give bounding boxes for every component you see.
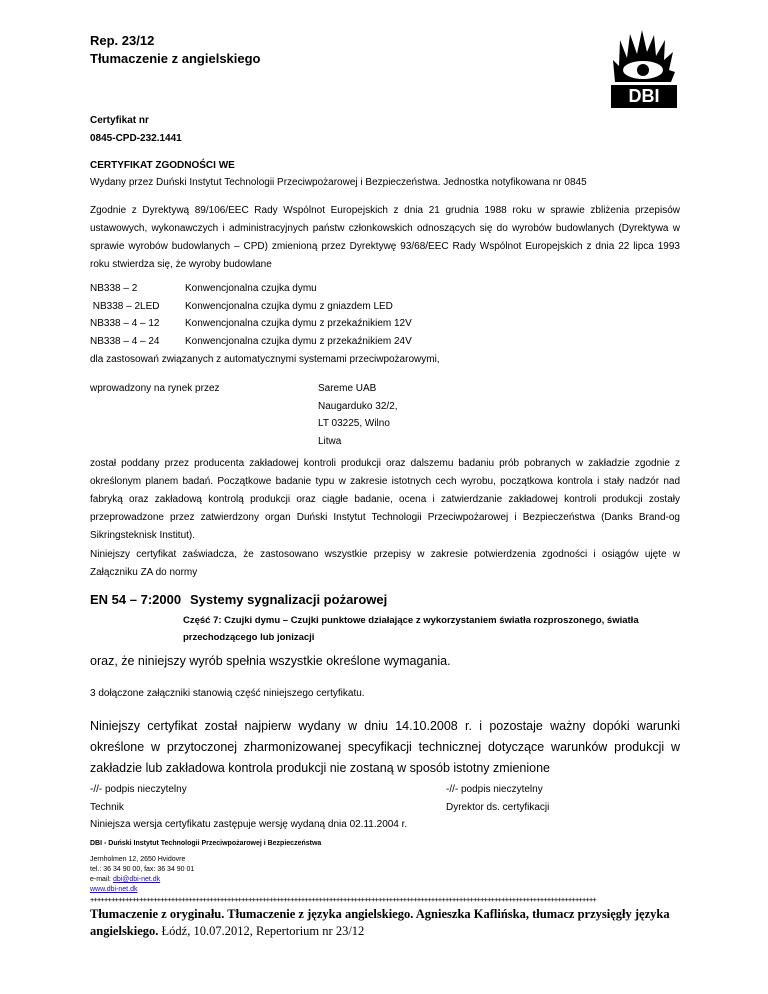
- confirmation-paragraph: Niniejszy certyfikat zaświadcza, że zastosowano wszystkie przepisy w zakresie potwierdzenia zgodności i osiągów ujęte w Załączniku ZA do normy: [90, 549, 680, 578]
- separator-line: ++++++++++++++++++++++++++++++++++++++++++++++++++++++++++++++++++++++++++++++++++++++++++++++++++++++++++++++++++++++++++++++++++++++++++++++++: [90, 896, 597, 904]
- translation-subtitle: Tłumaczenie z angielskiego: [90, 51, 261, 66]
- ce-title: CERTYFIKAT ZGODNOŚCI WE: [90, 160, 235, 171]
- manufacturer-address: [318, 380, 398, 450]
- product-code: NB338 – 2LED: [90, 300, 160, 312]
- product-description: Konwencjonalna czujka dymu: [185, 283, 317, 294]
- translation-note-place-date: Łódź, 10.07.2012, Repertorium nr 23/12: [158, 924, 365, 938]
- control-paragraph: został poddany przez producenta zakładowej kontroli produkcji oraz dalszemu badaniu prób pobranych w zakładzie zgodnie z określonym planem badań. Początkowe badanie typu w zakresie istotnych cech wyrobu, początkowa kontrola i stały nadzór nad fabryką oraz zakładową kontrolą produkcji oraz ciągłe badanie, ocena i zatwierdzanie zakładowej kontroli produkcji zostały przeprowadzone przez zatwierdzony organ Duński Instytut Technologii Przeciwpożarowej i Bezpieczeństwa (Danks Brand-og Sikringsteknisk Institut).: [90, 458, 680, 541]
- product-code: NB338 – 4 – 24: [90, 335, 160, 347]
- usage-text: dla zastosowań związanych z automatycznymi systemami przeciwpożarowymi,: [90, 354, 440, 365]
- market-label: wprowadzony na rynek przez: [90, 383, 220, 394]
- address-line: LT 03225, Wilno: [318, 418, 390, 429]
- product-code: NB338 – 4 – 12: [90, 318, 160, 329]
- product-row: [90, 283, 570, 301]
- address-line: Litwa: [318, 435, 342, 447]
- address-line: Sareme UAB: [318, 383, 377, 394]
- product-description: Konwencjonalna czujka dymu z przekaźnikiem 12V: [185, 318, 412, 329]
- footer-email-line: [90, 875, 160, 886]
- email-label: e-mail:: [90, 876, 113, 883]
- standard-title: Systemy sygnalizacji pożarowej: [190, 592, 388, 607]
- product-list: [90, 283, 570, 353]
- product-row: [90, 301, 570, 319]
- certificate-number: 0845-CPD-232.1441: [90, 133, 182, 144]
- standard-part: Część 7: Czujki dymu – Czujki punktowe działające z wykorzystaniem światła rozproszonego, światła przechodzącego lub jonizacji: [183, 615, 639, 643]
- validity-paragraph: Niniejszy certyfikat został najpierw wydany w dniu 14.10.2008 r. i pozostaje ważny dopóki warunki określone w przytoczonej zharmonizowanej specyfikacji technicznej dotyczące warunków produkcji w zakładzie lub zakładowa kontrola produkcji nie zostaną w sposób istotny zmienione: [90, 719, 680, 775]
- product-row: [90, 318, 570, 336]
- issued-by: Wydany przez Duński Instytut Technologii Przeciwpożarowej i Bezpieczeństwa. Jednostka notyfikowana nr 0845: [90, 177, 587, 188]
- annexes-text: 3 dołączone załączniki stanowią część niniejszego certyfikatu.: [90, 688, 365, 699]
- requirements-text: oraz, że niniejszy wyrób spełnia wszystkie określone wymagania.: [90, 654, 451, 668]
- product-description: Konwencjonalna czujka dymu z przekaźnikiem 24V: [185, 335, 412, 347]
- footer-address: Jernholmen 12, 2650 Hvidovre: [90, 856, 186, 863]
- product-code: NB338 – 2: [90, 283, 138, 294]
- address-line: Naugarduko 32/2,: [318, 400, 398, 412]
- right-signature: -//- podpis nieczytelny: [446, 784, 543, 795]
- footer-org: DBI - Duński Instytut Technologii Przeciwpożarowej i Bezpieczeństwa: [90, 840, 322, 847]
- footer-phone: tel.: 36 34 90 00, fax: 36 34 90 01: [90, 866, 195, 873]
- certificate-label: Certyfikat nr: [90, 115, 149, 126]
- logo-text: DBI: [628, 86, 660, 106]
- left-role: Technik: [90, 802, 124, 813]
- left-signature: -//- podpis nieczytelny: [90, 784, 187, 795]
- version-note: Niniejsza wersja certyfikatu zastępuje wersję wydaną dnia 02.11.2004 r.: [90, 819, 408, 830]
- directive-paragraph: Zgodnie z Dyrektywą 89/106/EEC Rady Wspólnot Europejskich z dnia 21 grudnia 1988 roku w sprawie zbliżenia przepisów ustawowych, wykonawczych i administracyjnych państw członkowskich odnoszących się do wyrobów budowlanych (Dyrektywa w sprawie wyrobów budowlanych – CPD) zmienioną przez Dyrektywę 93/68/EEC Rady Wspólnot Europejskich z dnia 22 lipca 1993 roku stwierdza się, że wyroby budowlane: [90, 205, 680, 270]
- dbi-logo: [611, 30, 677, 108]
- product-description: Konwencjonalna czujka dymu z gniazdem LED: [185, 300, 393, 312]
- standard-code: EN 54 – 7:2000: [90, 592, 182, 607]
- right-role: Dyrektor ds. certyfikacji: [446, 802, 550, 813]
- email-link[interactable]: dbi@dbi-net.dk: [112, 876, 161, 883]
- translation-note: [90, 906, 680, 940]
- website-link[interactable]: www.dbi-net.dk: [90, 886, 138, 893]
- translation-note-bold: Tłumaczenie z oryginału. Tłumaczenie z języka angielskiego. Agnieszka Kaflińska, tłumacz przysięgły języka angielskiego.: [90, 907, 670, 938]
- repertory-number: Rep. 23/12: [90, 33, 155, 48]
